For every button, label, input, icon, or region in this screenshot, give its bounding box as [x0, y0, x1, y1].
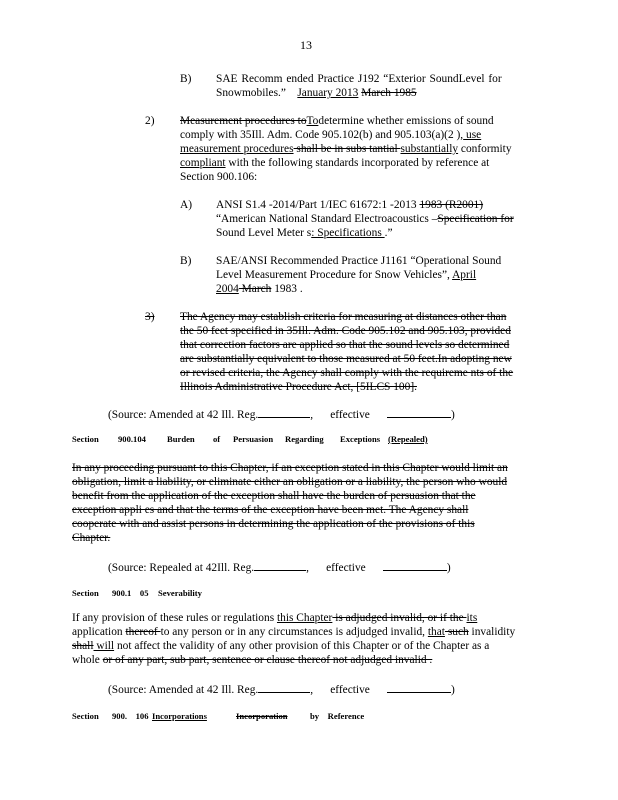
deleted-text: are substantially equivalent to those measured at 50 feet.In adopting new — [180, 353, 512, 365]
item-label: B) — [180, 255, 192, 267]
inserted-text: measurement procedures — [180, 143, 294, 155]
section-number: 900.104 — [118, 434, 146, 444]
inserted-text: use — [463, 129, 482, 141]
deleted-text: Chapter. — [72, 532, 111, 544]
item-text: SAE Recomm ended Practice J192 “Exterior SoundLevel for — [216, 73, 502, 85]
item-text: Snowmobiles.” January 2013 March 1985 — [216, 87, 417, 99]
item-text: SAE/ANSI Recommended Practice J1161 “Operational Sound — [216, 255, 502, 267]
deleted-text: March 1985 — [361, 87, 417, 99]
section-label: Section — [72, 588, 99, 598]
body-text: whole or of any part, sub part, sentence or clause thereof not adjudged invalid . — [72, 654, 433, 666]
deleted-text: Measurement procedures to — [180, 115, 307, 127]
item-text: Sound Level Meter s: Specifications .” — [216, 227, 393, 239]
deleted-text: that correction factors are applied so that the sound levels so determined — [180, 339, 510, 351]
section-title: by Reference — [310, 711, 365, 721]
deleted-text: exception appli es and that the terms of the exception have been met. The Agency shall — [72, 504, 469, 516]
section-label: Section — [72, 434, 99, 444]
item-text: ANSI S1.4 -2014/Part 1/IEC 61672:1 -2013 1983 (R2001) — [216, 199, 484, 211]
deleted-text: thereof — [125, 626, 161, 638]
section-title: Severability — [158, 588, 202, 598]
deleted-text: Specification for — [437, 213, 514, 225]
deleted-text: the 50 feet specified in 35Ill. Adm. Code 905.102 and 905.103, provided — [180, 325, 511, 337]
inserted-text: that — [427, 626, 445, 638]
section-title-word: Exceptions — [340, 434, 381, 444]
deleted-text: In any proceeding pursuant to this Chapter, if an exception stated in this Chapter would limit an — [72, 462, 508, 474]
deleted-text: obligation, limit a liability, or eliminate either an obligation or a liability, the person who would — [72, 476, 508, 488]
inserted-text: compliant — [180, 157, 226, 169]
section-number: 900. 106 — [112, 711, 149, 721]
deleted-text: such — [444, 626, 469, 638]
section-title-word: of — [213, 434, 221, 444]
item-label: A) — [180, 199, 193, 211]
deleted-text: The Agency may establish criteria for measuring at distances other than — [180, 311, 507, 323]
inserted-text: January 2013 — [297, 87, 359, 99]
inserted-text: substantially — [400, 143, 459, 155]
item-text: Section 900.106: — [180, 171, 258, 183]
deleted-text: Illinois Administrative Procedure Act, [5ILCS 100]. — [180, 381, 417, 393]
item-text: comply with 35Ill. Adm. Code 905.102(b) and 905.103(a)(2 ), use — [180, 129, 482, 141]
section-title-word: Persuasion — [233, 434, 274, 444]
deleted-text: or of any part, sub part, sentence or clause thereof not adjudged invalid . — [102, 654, 433, 666]
inserted-text: : Specifications — [311, 227, 385, 239]
deleted-text: shall — [72, 640, 94, 652]
source-note: (Source: Amended at 42 Ill. Reg. , effective ) — [108, 684, 455, 696]
deleted-text: or revised criteria, the Agency shall comply with the requireme nts of the — [180, 367, 514, 379]
inserted-text: will — [93, 640, 115, 652]
source-note: (Source: Repealed at 42Ill. Reg. , effective ) — [108, 562, 451, 574]
section-title-word: Burden — [167, 434, 195, 444]
source-note: (Source: Amended at 42 Ill. Reg. , effective ) — [108, 409, 455, 421]
item-label: 3) — [145, 311, 155, 323]
blank-field — [254, 560, 306, 571]
inserted-text: 2004 — [216, 283, 239, 295]
inserted-text: To — [306, 115, 319, 127]
blank-field — [387, 407, 451, 418]
item-text: compliant with the following standards incorporated by reference at — [180, 157, 490, 169]
blank-field — [258, 407, 310, 418]
body-text: If any provision of these rules or regulations this Chapter is adjudged invalid, or if the its — [72, 612, 478, 624]
deleted-text: shall be in subs tantial — [293, 143, 401, 155]
item-label: 2) — [145, 115, 155, 127]
inserted-text: April — [452, 269, 477, 281]
inserted-text: this Chapter — [276, 612, 333, 624]
blank-field — [258, 682, 310, 693]
item-text: 2004 March 1983 . — [216, 283, 303, 295]
inserted-text: its — [466, 612, 478, 624]
deleted-text: is adjudged invalid, or if the — [332, 612, 467, 624]
deleted-text: Incorporation — [236, 711, 288, 721]
body-text: application thereof to any person or in any circumstances is adjudged invalid, that such invalidity — [72, 626, 516, 638]
deleted-text: cooperate with and assist persons in determining the application of the provisions of this — [72, 518, 475, 530]
section-title-word: Regarding — [285, 434, 324, 444]
item-label: B) — [180, 73, 192, 85]
item-text: measurement procedures shall be in subs tantial substantially conformity — [180, 143, 512, 155]
section-label: Section — [72, 711, 99, 721]
item-text: Measurement procedures toTodetermine whether emissions of sound — [180, 115, 494, 127]
deleted-text: 1983 (R2001) — [419, 199, 484, 211]
item-text: “American National Standard Electroacoustics –Specification for — [216, 213, 514, 225]
body-text: shall will not affect the validity of any other provision of this Chapter or of the Chapter as a — [72, 640, 490, 652]
inserted-text: Incorporations — [152, 711, 207, 721]
blank-field — [387, 682, 451, 693]
deleted-text: benefit from the application of the exception shall have the burden of persuasion that the — [72, 490, 476, 502]
inserted-text: (Repealed) — [388, 434, 428, 444]
item-text: Level Measurement Procedure for Snow Vehicles”, April — [216, 269, 477, 281]
page-number: 13 — [300, 38, 312, 52]
deleted-text: March — [238, 283, 272, 295]
section-number: 900.1 05 — [112, 588, 149, 598]
blank-field — [383, 560, 447, 571]
